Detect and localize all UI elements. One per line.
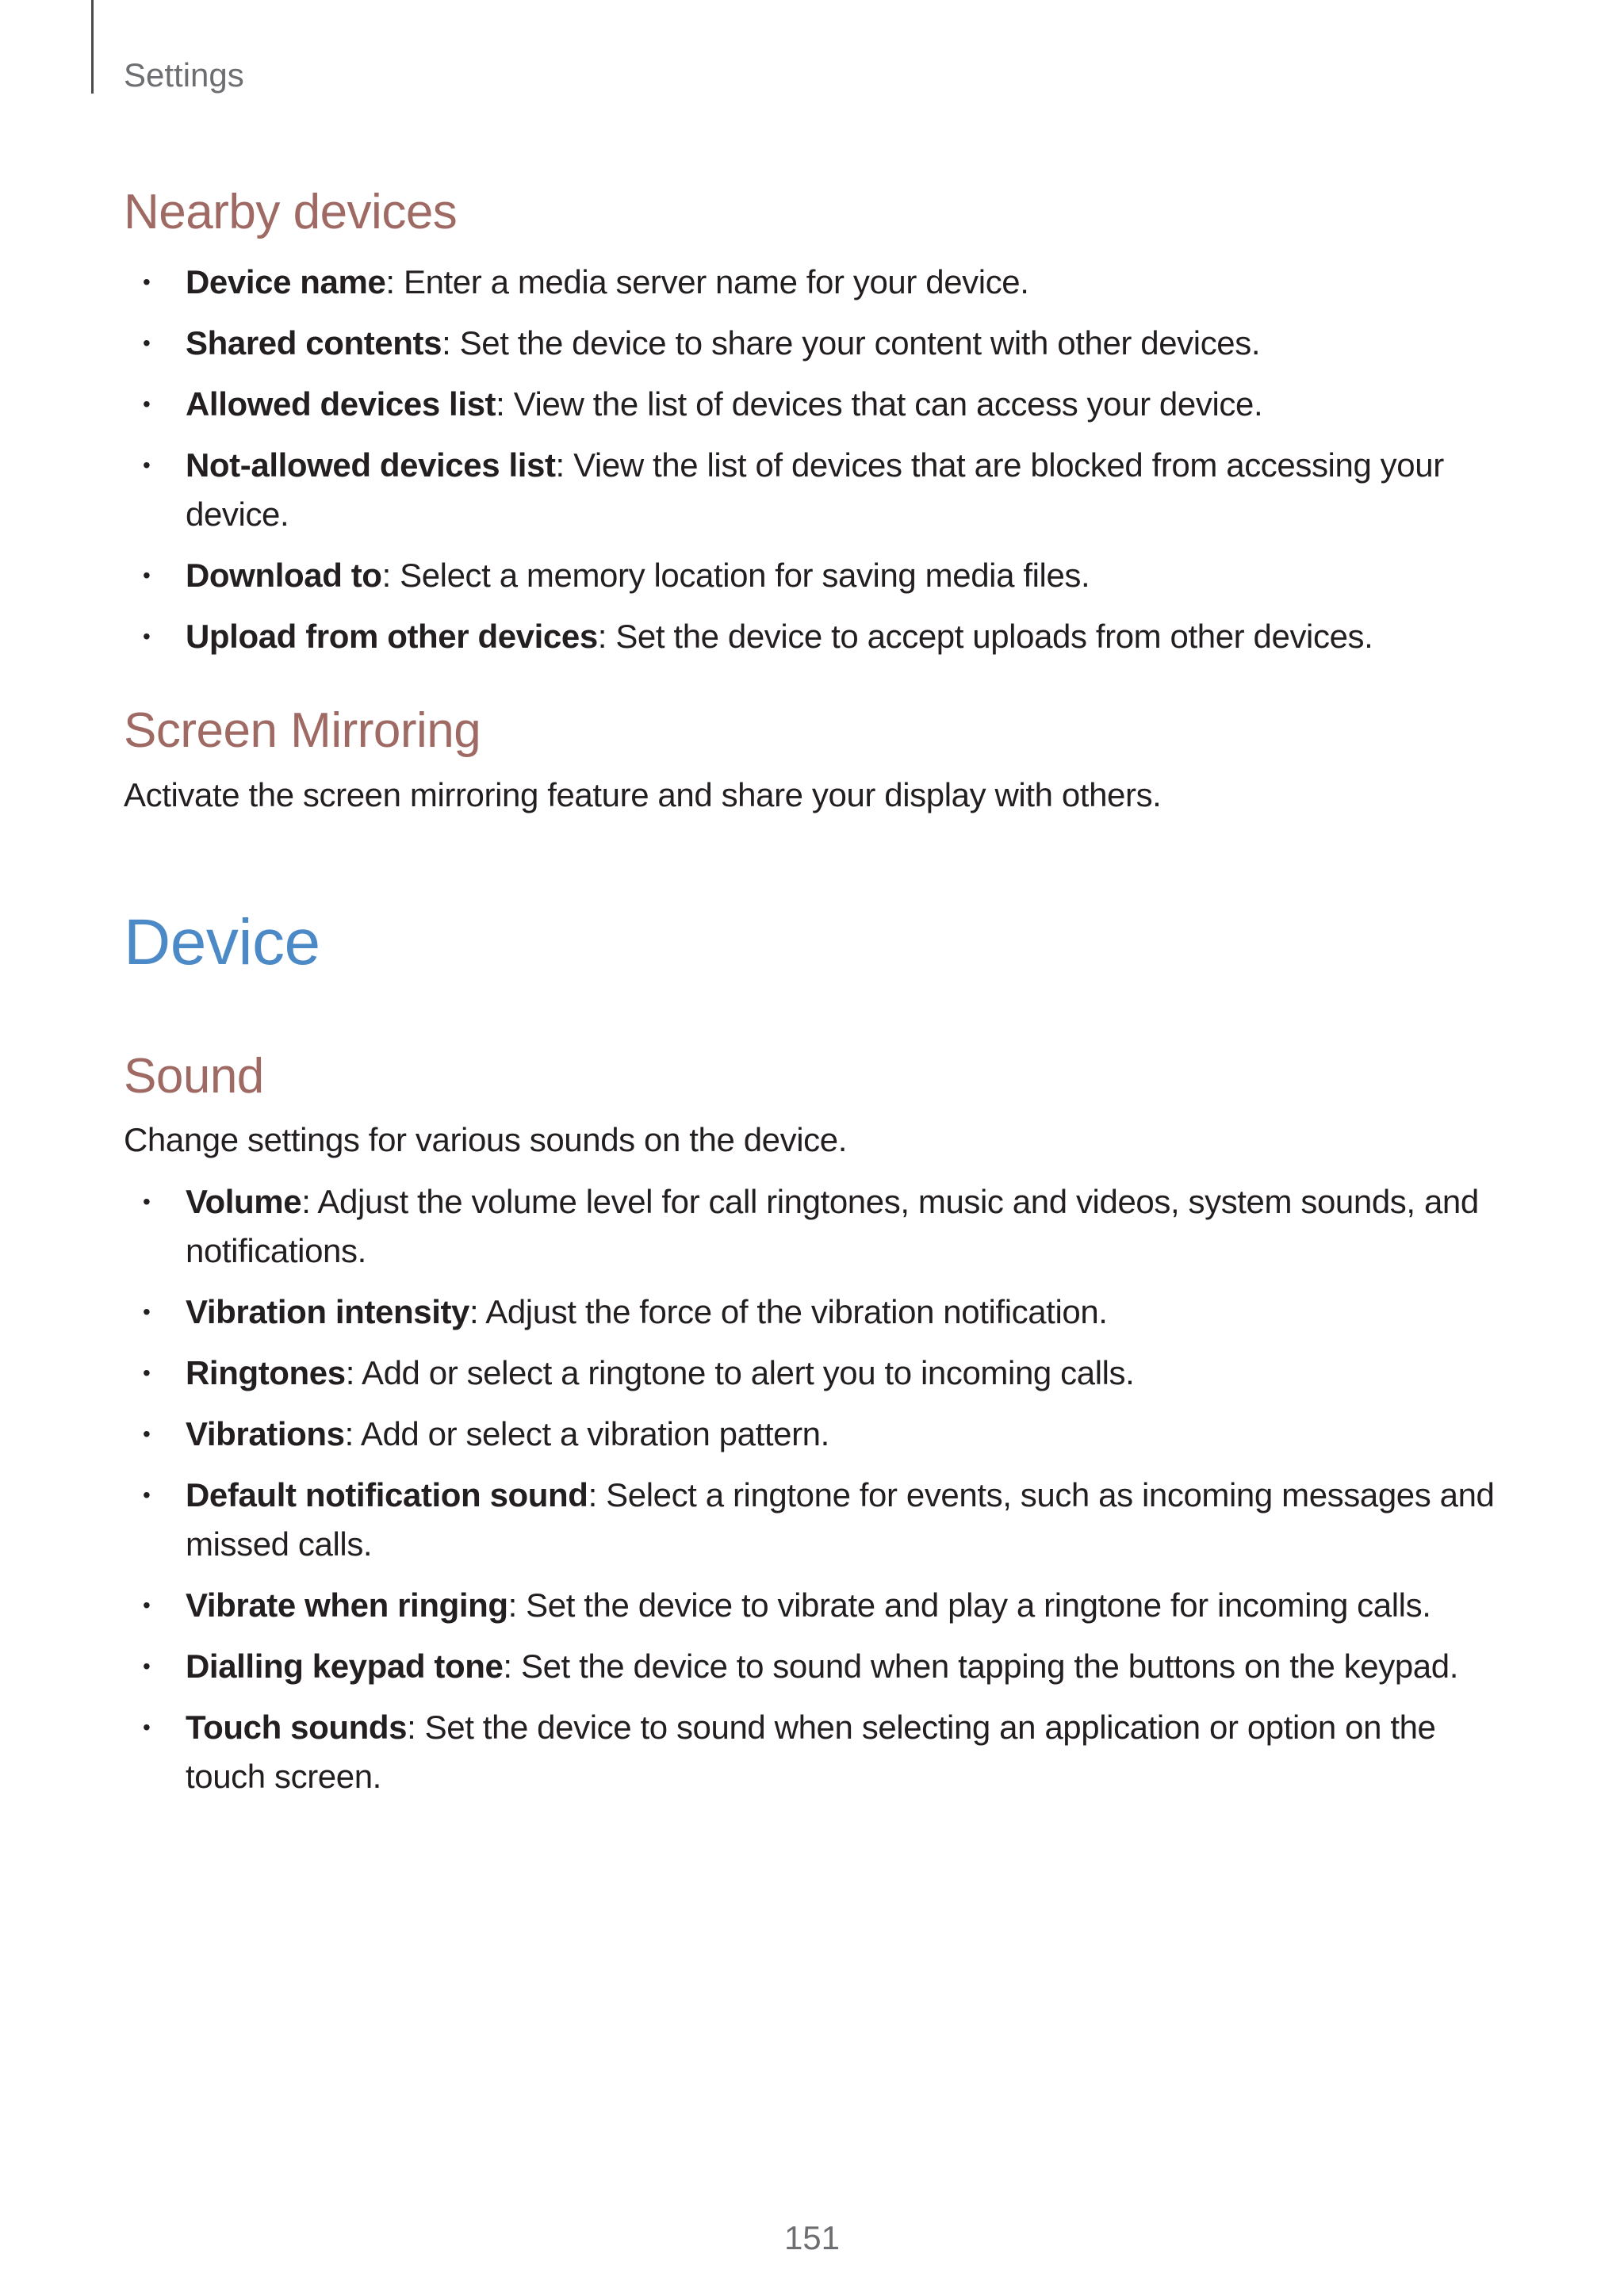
- list-item: [124, 1642, 1519, 1691]
- list-item-term: Upload from other devices: [186, 618, 598, 656]
- list-item-desc: : Select a memory location for saving media files.: [381, 557, 1090, 595]
- list-item-desc: : Set the device to accept uploads from other devices.: [597, 618, 1373, 656]
- list-item: [124, 1288, 1519, 1337]
- list-item-desc: : Add or select a ringtone to alert you to incoming calls.: [345, 1354, 1135, 1392]
- list-item: [124, 551, 1519, 600]
- bullet-icon: •: [143, 1483, 151, 1508]
- list-item-term: Not-allowed devices list: [186, 446, 556, 484]
- list-item-desc: : Enter a media server name for your device.: [385, 263, 1029, 301]
- list-item-term: Shared contents: [186, 324, 442, 362]
- bullet-icon: •: [143, 1654, 151, 1679]
- page-content: [124, 184, 1519, 1813]
- list-item-term: Volume: [186, 1183, 302, 1221]
- list-item-term: Vibrate when ringing: [186, 1586, 508, 1624]
- list-item-desc: : View the list of devices that are blocked from accessing your device.: [186, 446, 1444, 534]
- bullet-icon: •: [143, 453, 151, 478]
- list-item: [124, 441, 1519, 539]
- bullet-icon: •: [143, 1299, 151, 1325]
- list-item: [124, 1177, 1519, 1276]
- list-item-term: Vibrations: [186, 1415, 345, 1453]
- list-item-term: Default notification sound: [186, 1476, 588, 1514]
- list-item-term: Allowed devices list: [186, 385, 496, 423]
- list-item-desc: : Select a ringtone for events, such as incoming messages and missed calls.: [186, 1476, 1495, 1563]
- bullet-icon: •: [143, 331, 151, 356]
- list-item-desc: : Set the device to sound when tapping the buttons on the keypad.: [503, 1647, 1458, 1686]
- list-item: [124, 612, 1519, 661]
- section-title-nearby-devices: Nearby devices: [124, 185, 458, 239]
- list-item: [124, 1410, 1519, 1459]
- list-item-term: Ringtones: [186, 1354, 346, 1392]
- screen-mirroring-text: Activate the screen mirroring feature and share your display with others.: [124, 775, 1162, 813]
- nearby-devices-list: [124, 258, 1519, 661]
- list-item-desc: : View the list of devices that can access your device.: [496, 385, 1263, 423]
- list-item-desc: : Set the device to vibrate and play a ringtone for incoming calls.: [508, 1586, 1431, 1624]
- list-item-desc: : Set the device to sound when selecting an application or option on the touch screen.: [186, 1709, 1436, 1796]
- running-head: Settings: [124, 56, 244, 94]
- bullet-icon: •: [143, 563, 151, 588]
- list-item: [124, 258, 1519, 307]
- list-item-desc: : Adjust the volume level for call ringtones, music and videos, system sounds, and notifications.: [186, 1183, 1479, 1270]
- list-item-term: Device name: [186, 263, 386, 301]
- list-item: [124, 1349, 1519, 1398]
- bullet-icon: •: [143, 624, 151, 649]
- list-item: [124, 1471, 1519, 1569]
- chapter-title-device: Device: [124, 905, 320, 978]
- list-item-desc: : Adjust the force of the vibration notification.: [469, 1293, 1108, 1331]
- sound-list: [124, 1177, 1519, 1801]
- bullet-icon: •: [143, 270, 151, 295]
- bullet-icon: •: [143, 1715, 151, 1740]
- list-item: [124, 1581, 1519, 1630]
- section-title-screen-mirroring: Screen Mirroring: [124, 703, 481, 759]
- bullet-icon: •: [143, 1422, 151, 1447]
- list-item: [124, 319, 1519, 368]
- bullet-icon: •: [143, 1360, 151, 1386]
- sound-intro-text: Change settings for various sounds on the device.: [124, 1121, 847, 1159]
- list-item: [124, 380, 1519, 429]
- section-title-sound: Sound: [124, 1048, 264, 1104]
- list-item-term: Download to: [186, 557, 382, 595]
- list-item-term: Dialling keypad tone: [186, 1647, 504, 1686]
- bullet-icon: •: [143, 392, 151, 417]
- list-item-term: Vibration intensity: [186, 1293, 470, 1331]
- list-item-desc: : Set the device to share your content with other devices.: [442, 324, 1261, 362]
- header-rule: [91, 0, 94, 94]
- list-item: [124, 1703, 1519, 1801]
- bullet-icon: •: [143, 1593, 151, 1618]
- page-number: 151: [783, 2219, 841, 2256]
- list-item-term: Touch sounds: [186, 1709, 408, 1747]
- bullet-icon: •: [143, 1189, 151, 1215]
- list-item-desc: : Add or select a vibration pattern.: [344, 1415, 829, 1453]
